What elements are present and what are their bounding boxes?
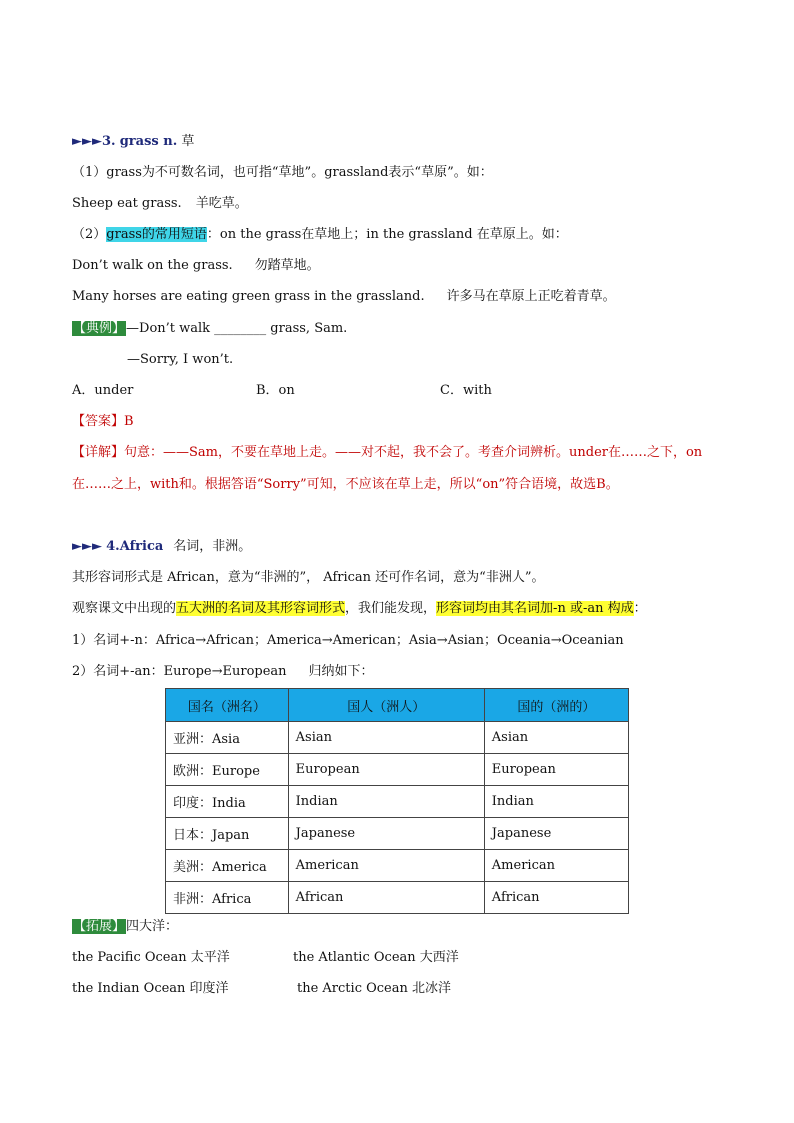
example2-cn: 勿踏草地。 (254, 258, 320, 273)
section3-heading-cn: 草 (181, 134, 195, 149)
example3-cn: 许多马在草原上正吃着青草。 (446, 289, 616, 304)
table-cell: 亚洲：Asia (166, 722, 289, 754)
p2-rest: ：on the grass在草地上；in the grassland 在草原上。如： (206, 227, 568, 242)
answer-line (72, 412, 134, 432)
section3-heading-word: grass n. (119, 134, 178, 149)
p2-prefix: （2） (72, 227, 107, 242)
table-cell: 欧洲：Europe (166, 754, 289, 786)
table-header-cell: 国名（洲名） (166, 689, 289, 722)
section3-example3 (72, 287, 616, 307)
p2-a: 观察课文中出现的 (72, 601, 177, 616)
table-cell: 日本：Japan (166, 818, 289, 850)
example2-en: Don’t walk on the grass. (72, 258, 233, 273)
ocean-atlantic: the Atlantic Ocean 大西洋 (293, 950, 459, 965)
question-line1 (72, 319, 347, 339)
section3-heading-arrows: ►►► (72, 134, 102, 149)
table-cell: Asian (484, 722, 628, 754)
section4-heading-arrows: ►►► (72, 539, 102, 554)
section4-heading-cn: 名词，非洲。 (173, 539, 252, 554)
table-row (166, 882, 629, 914)
table-cell: 印度：India (166, 786, 289, 818)
detail-tag: 【详解】 (72, 445, 125, 460)
section3-example1 (72, 194, 248, 214)
detail-line1 (72, 443, 702, 463)
table-cell: African (288, 882, 484, 914)
example-tag: 【典例】 (73, 321, 126, 336)
section3-p1: （1）grass为不可数名词，也可指“草地”。grassland表示“草原”。如： (72, 165, 493, 180)
section3-heading (72, 132, 194, 152)
table-cell: Indian (484, 786, 628, 818)
extend-title: 四大洋： (126, 919, 179, 934)
section3-heading-num: 3. (102, 134, 116, 149)
table-header-cell: 国人（洲人） (288, 689, 484, 722)
extend-tag: 【拓展】 (73, 919, 126, 934)
section4-heading-word: 4.Africa (106, 539, 164, 554)
section4-p1: 其形容词形式是 African，意为“非洲的”， African 还可作名词，意为“非洲人”。 (72, 570, 545, 585)
option-c: C．with (440, 383, 492, 398)
table-cell: European (288, 754, 484, 786)
example1-cn: 羊吃草。 (195, 196, 248, 211)
section3-p2 (72, 225, 568, 245)
extend-line (72, 917, 178, 937)
section4-p2 (72, 599, 647, 619)
ocean-arctic: the Arctic Ocean 北冰洋 (297, 981, 451, 996)
p2-highlight2: 形容词均由其名词加-n 或-an 构成 (436, 601, 634, 616)
option-b: B．on (256, 383, 295, 398)
section3-example2 (72, 256, 320, 276)
rule2 (72, 662, 374, 682)
table-row (166, 722, 629, 754)
table-header-row (166, 689, 629, 722)
table-cell: Indian (288, 786, 484, 818)
table-row (166, 850, 629, 882)
table-cell: American (484, 850, 628, 882)
example3-en: Many horses are eating green grass in the grassland. (72, 289, 425, 304)
table-cell: Japanese (288, 818, 484, 850)
rule2-tail: 归纳如下： (308, 664, 374, 679)
table-row (166, 786, 629, 818)
table-cell: Japanese (484, 818, 628, 850)
question-text: —Don’t walk ________ grass, Sam. (126, 321, 348, 336)
continent-table (165, 688, 629, 914)
question-line2: —Sorry, I won’t. (127, 352, 234, 367)
table-header-cell: 国的（洲的） (484, 689, 628, 722)
example1-en: Sheep eat grass. (72, 196, 182, 211)
p2-highlight1: 五大洲的名词及其形容词形式 (176, 601, 346, 616)
table-cell: African (484, 882, 628, 914)
table-cell: 美洲：America (166, 850, 289, 882)
option-a: A．under (72, 383, 134, 398)
p2-b: ，我们能发现， (345, 601, 437, 616)
ocean-indian: the Indian Ocean 印度洋 (72, 981, 229, 996)
table-row (166, 754, 629, 786)
section4-heading (72, 537, 251, 557)
detail-text1: 句意：——Sam，不要在草地上走。——对不起，我不会了。考查介词辨析。under在……之下，on (124, 445, 703, 460)
table-row (166, 818, 629, 850)
answer-tag: 【答案】 (72, 414, 125, 429)
detail-line2: 在……之上，with和。根据答语“Sorry”可知，不应该在草上走，所以“on”符合语境，故选B。 (72, 477, 619, 492)
ocean-pacific: the Pacific Ocean 太平洋 (72, 950, 230, 965)
rule2-text: 2）名词+-an：Europe→European (72, 664, 287, 679)
answer-value: B (124, 414, 134, 429)
table-cell: European (484, 754, 628, 786)
table-cell: Asian (288, 722, 484, 754)
rule1: 1）名词+-n：Africa→African；America→American；Asia→Asian；Oceania→Oceanian (72, 633, 624, 648)
p2-highlight: grass的常用短语 (106, 227, 207, 242)
table-cell: American (288, 850, 484, 882)
p2-c: ： (633, 601, 647, 616)
table-cell: 非洲：Africa (166, 882, 289, 914)
